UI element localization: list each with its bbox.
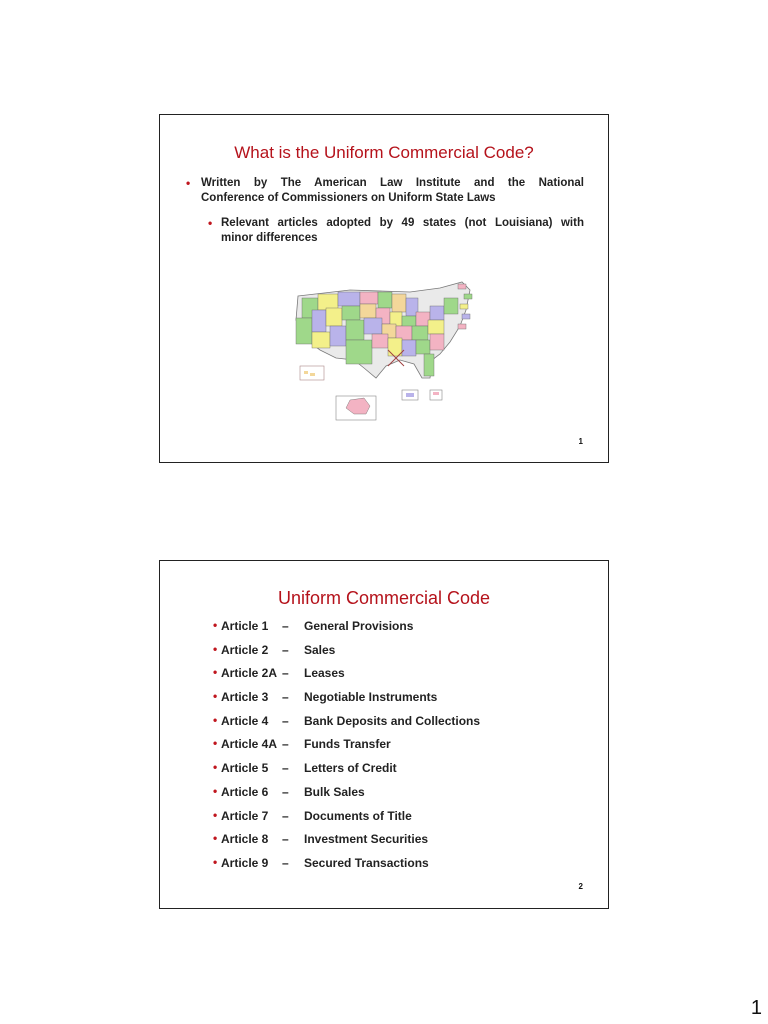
- slide-1-title: What is the Uniform Commercial Code?: [234, 143, 534, 162]
- slide-2: [159, 560, 609, 909]
- article-description: Bulk Sales: [304, 784, 365, 799]
- article-description: Funds Transfer: [304, 737, 391, 752]
- article-description: General Provisions: [304, 619, 414, 633]
- article-dash: –: [282, 761, 289, 776]
- article-dash: –: [282, 737, 289, 752]
- article-description: Letters of Credit: [304, 761, 397, 776]
- article-name: Article 5: [221, 761, 269, 776]
- bullet-dot-icon: •: [213, 665, 218, 680]
- bullet-dot-icon: •: [213, 736, 218, 751]
- article-name: Article 4A: [221, 737, 278, 752]
- article-dash: –: [282, 808, 289, 823]
- article-description: Investment Securities: [304, 832, 429, 847]
- bullet-dot-icon: •: [213, 854, 218, 869]
- bullet-line: Written by The American Law Institute and the National: [201, 177, 584, 189]
- bullet-adopted-by: [208, 216, 584, 246]
- article-dash: –: [282, 666, 289, 681]
- article-name: Article 6: [221, 784, 269, 799]
- slide-1: [159, 114, 609, 463]
- bullet-dot-icon: •: [213, 783, 218, 798]
- article-name: Article 4: [221, 713, 269, 728]
- article-description: Bank Deposits and Collections: [304, 713, 481, 728]
- bullet-dot-icon: •: [213, 618, 218, 632]
- article-dash: –: [282, 832, 289, 847]
- article-name: Article 1: [221, 619, 269, 633]
- article-dash: –: [282, 690, 289, 705]
- article-dash: –: [282, 619, 289, 633]
- bullet-dot-icon: •: [213, 712, 218, 727]
- article-name: Article 2A: [221, 666, 278, 681]
- bullet-line: Conference of Commissioners on Uniform State Laws: [201, 192, 496, 204]
- article-name: Article 7: [221, 808, 269, 823]
- bullet-line: Relevant articles adopted by 49 states (not Louisiana) with: [221, 217, 584, 229]
- article-description: Secured Transactions: [304, 855, 429, 870]
- us-states-map: [290, 280, 480, 422]
- slide-1-page-number: 1: [578, 437, 583, 446]
- bullet-dot-icon: •: [208, 216, 213, 230]
- bullet-dot-icon: •: [213, 831, 218, 846]
- bullet-line: minor differences: [221, 232, 318, 244]
- bullet-dot-icon: •: [213, 689, 218, 704]
- article-dash: –: [282, 855, 289, 870]
- article-name: Article 8: [221, 832, 269, 847]
- bullet-dot-icon: •: [213, 807, 218, 822]
- bullet-dot-icon: •: [186, 176, 191, 190]
- slide-2-title: Uniform Commercial Code: [277, 588, 491, 608]
- bullet-written-by: [186, 176, 584, 206]
- article-description: Negotiable Instruments: [304, 690, 438, 705]
- article-dash: –: [282, 642, 289, 657]
- article-description: Leases: [304, 666, 345, 681]
- article-name: Article 9: [221, 855, 269, 870]
- article-description: Documents of Title: [304, 808, 412, 823]
- article-name: Article 3: [221, 690, 269, 705]
- article-dash: –: [282, 713, 289, 728]
- sheet-page-number: 1: [750, 997, 762, 1019]
- article-description: Sales: [304, 642, 336, 657]
- article-name: Article 2: [221, 642, 269, 657]
- slide-2-page-number: 2: [578, 882, 583, 891]
- bullet-dot-icon: •: [213, 641, 218, 656]
- article-dash: –: [282, 784, 289, 799]
- bullet-dot-icon: •: [213, 760, 218, 775]
